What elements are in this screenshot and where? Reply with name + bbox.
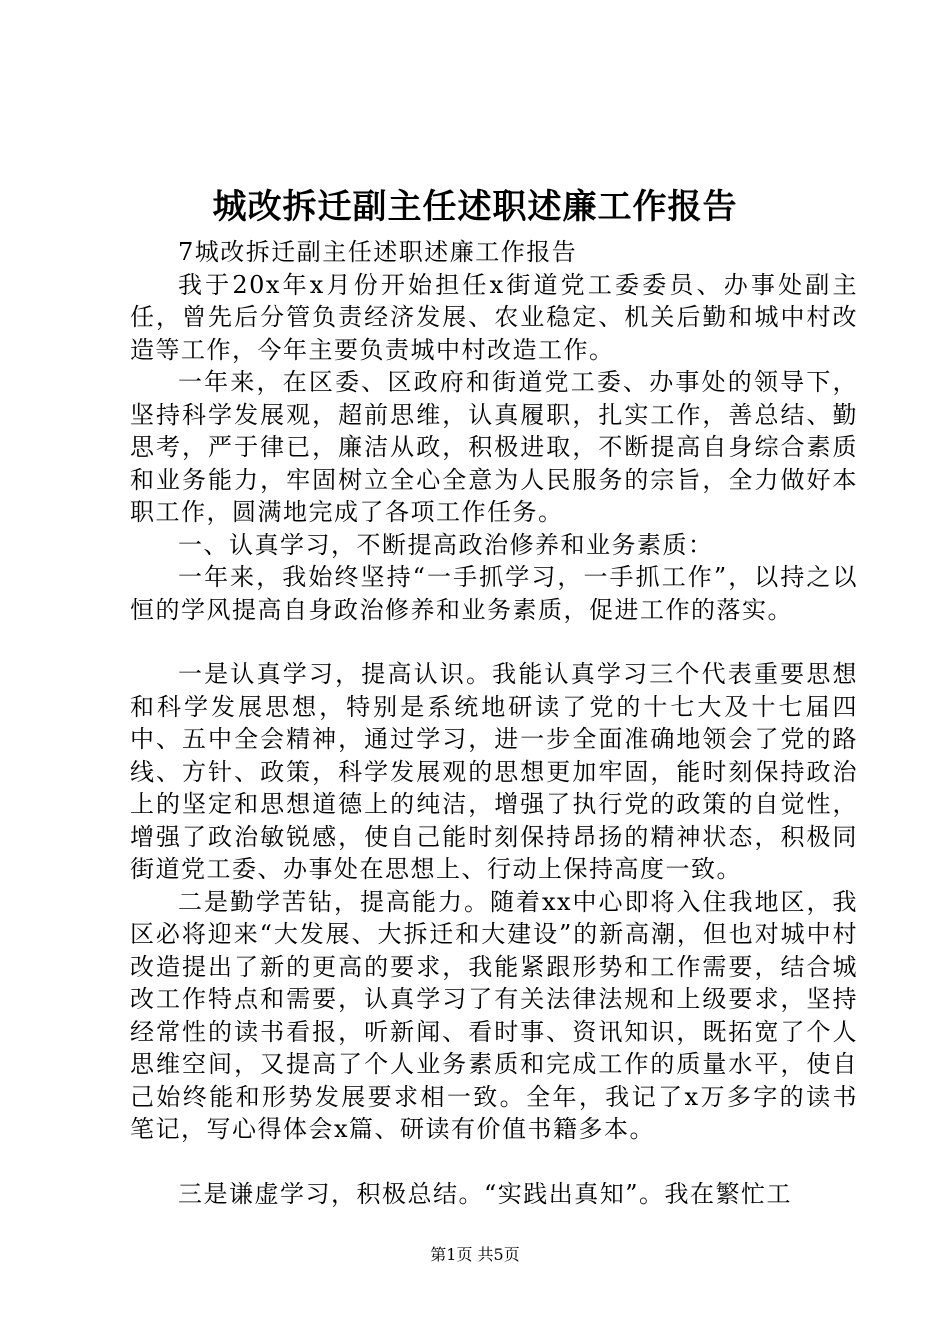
body-paragraph: 三是谦虚学习，积极总结。“实践出真知”。我在繁忙工 [178, 1179, 793, 1208]
paragraph-spacer [130, 1146, 858, 1178]
paragraph-spacer [130, 626, 858, 658]
body-paragraph: 一年来，在区委、区政府和街道党工委、办事处的领导下，坚持科学发展观，超前思维，认真履职，扎实工作，善总结、勤思考，严于律已，廉洁从政，积极进取，不断提高自身综合素质和业务能力，牢固树立全心全意为人民服务的宗旨，全力做好本职工作，圆满地完成了各项工作任务。 [130, 368, 858, 526]
subtitle-paragraph: 7城改拆迁副主任述职述廉工作报告 [178, 238, 578, 266]
body-paragraph: 二是勤学苦钻，提高能力。随着xx中心即将入住我地区，我区必将迎来“大发展、大拆迁和大建设”的新高潮，但也对城中村改造提出了新的更高的要求，我能紧跟形势和工作需要，结合城改工作特点和需要，认真学习了有关法律法规和上级要求，坚持经常性的读书看报，听新闻、看时事、资讯知识，既拓宽了个人思维空间，又提高了个人业务素质和完成工作的质量水平，使自己始终能和形势发展要求相一致。全年，我记了x万多字的读书笔记，写心得体会x篇、研读有价值书籍多本。 [130, 887, 858, 1143]
page-number: 第1页 共5页 [430, 1245, 520, 1264]
body-paragraph: 一是认真学习，提高认识。我能认真学习三个代表重要思想和科学发展思想，特别是系统地研读了党的十七大及十七届四中、五中全会精神，通过学习，进一步全面准确地领会了党的路线、方针、政策，科学发展观的思想更加牢固，能时刻保持政治上的坚定和思想道德上的纯洁，增强了执行党的政策的自觉性，增强了政治敏锐感，使自己能时刻保持昂扬的精神状态，积极同街道党工委、办事处在思想上、行动上保持高度一致。 [130, 660, 858, 883]
body-paragraph: 一年来，我始终坚持“一手抓学习，一手抓工作”，以持之以恒的学风提高自身政治修养和业务素质，促进工作的落实。 [130, 563, 858, 624]
document-title: 城改拆迁副主任述职述廉工作报告 [212, 187, 738, 227]
document-body [130, 236, 858, 1210]
section-heading: 一、认真学习，不断提高政治修养和业务素质： [178, 530, 714, 559]
body-paragraph: 我于20x年x月份开始担任x街道党工委委员、办事处副主任，曾先后分管负责经济发展、农业稳定、机关后勤和城中村改造等工作，今年主要负责城中村改造工作。 [130, 270, 858, 364]
